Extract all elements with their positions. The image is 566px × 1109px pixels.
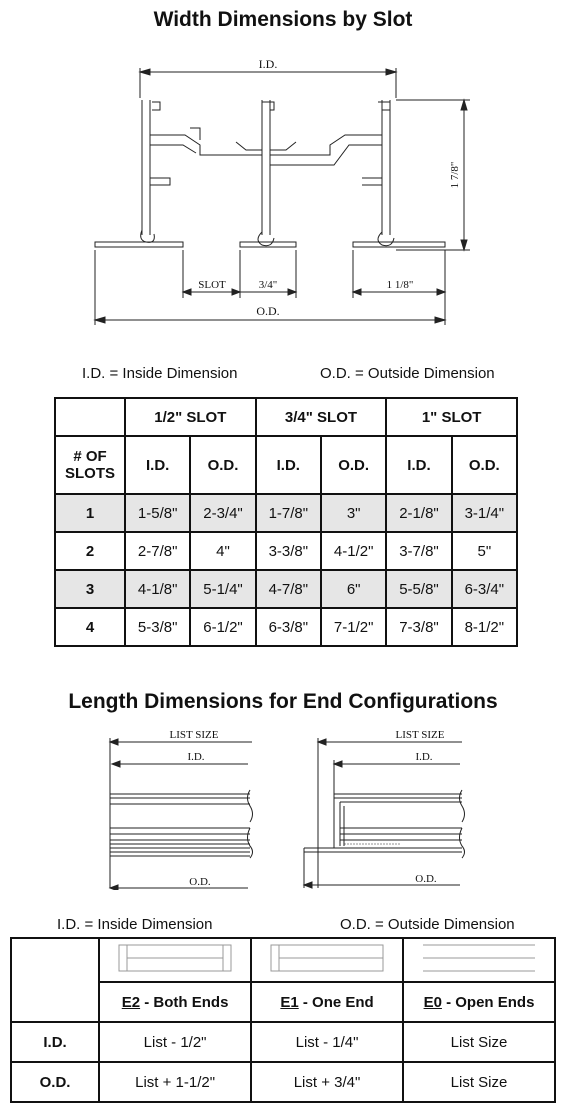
id-label: I.D. (187, 751, 205, 763)
length-section-title: Length Dimensions for End Configurations (68, 690, 498, 713)
od-label: O.D. (189, 876, 211, 888)
slots-cell: 4 (55, 608, 125, 646)
value-cell: 2-1/8" (386, 494, 451, 532)
value-cell: 5" (452, 532, 517, 570)
config-code: E1 (280, 993, 299, 1011)
table-row (55, 608, 517, 646)
value-cell: List + 1-1/2" (99, 1062, 251, 1102)
table-row (11, 1022, 555, 1062)
od-label: O.D. (415, 873, 437, 885)
value-cell: 1-7/8" (256, 494, 321, 532)
slot-profile-diagram (0, 50, 566, 330)
row-label: I.D. (11, 1022, 99, 1062)
sub-header-od: O.D. (190, 436, 255, 494)
config-code: E2 (121, 993, 141, 1011)
width-dimensions-table (54, 397, 518, 647)
config-header-e1 (251, 982, 403, 1022)
list-size-label: LIST SIZE (395, 729, 445, 741)
sub-header-id: I.D. (386, 436, 451, 494)
table-corner (55, 398, 125, 436)
config-header-e0 (403, 982, 555, 1022)
value-cell: 8-1/2" (452, 608, 517, 646)
value-cell: 7-1/2" (321, 608, 386, 646)
value-cell: 5-3/8" (125, 608, 190, 646)
legend-outside-dimension: O.D. = Outside Dimension (340, 916, 515, 933)
value-cell: 4-1/2" (321, 532, 386, 570)
value-cell: 6-1/2" (190, 608, 255, 646)
sub-header-od: O.D. (452, 436, 517, 494)
width-section-title: Width Dimensions by Slot (153, 8, 413, 31)
value-cell: List Size (403, 1022, 555, 1062)
value-cell: 6-3/8" (256, 608, 321, 646)
one-end-icon (267, 941, 387, 975)
config-name: - One End (298, 993, 374, 1011)
row-header-label: # OF SLOTS (55, 436, 125, 494)
value-cell: 6" (321, 570, 386, 608)
list-size-label: LIST SIZE (169, 729, 219, 741)
table-row (55, 570, 517, 608)
value-cell: 5-1/4" (190, 570, 255, 608)
config-name: - Both Ends (140, 993, 229, 1011)
id-label: I.D. (415, 751, 433, 763)
value-cell: List - 1/2" (99, 1022, 251, 1062)
value-cell: 4-7/8" (256, 570, 321, 608)
value-cell: 6-3/4" (452, 570, 517, 608)
table-corner (11, 938, 99, 1022)
value-cell: 3-7/8" (386, 532, 451, 570)
value-cell: List - 1/4" (251, 1022, 403, 1062)
config-icon-e0 (403, 938, 555, 982)
legend-inside-dimension: I.D. = Inside Dimension (57, 916, 213, 933)
diagram-id-label: I.D. (258, 57, 278, 71)
config-code: E0 (423, 993, 442, 1011)
open-ends-icon (419, 941, 539, 975)
slots-cell: 1 (55, 494, 125, 532)
value-cell: 1-5/8" (125, 494, 190, 532)
slots-cell: 3 (55, 570, 125, 608)
legend-inside-dimension: I.D. = Inside Dimension (82, 365, 238, 382)
value-cell: 2-3/4" (190, 494, 255, 532)
value-cell: 4" (190, 532, 255, 570)
group-header: 3/4" SLOT (256, 398, 387, 436)
length-dimensions-table (10, 937, 556, 1103)
diagram-slot-label: SLOT (198, 279, 226, 291)
group-header: 1" SLOT (386, 398, 517, 436)
value-cell: 4-1/8" (125, 570, 190, 608)
diagram-three-quarter-label: 3/4" (258, 279, 278, 291)
legend-outside-dimension: O.D. = Outside Dimension (320, 365, 495, 382)
table-row (11, 1062, 555, 1102)
both-ends-icon (115, 941, 235, 975)
sub-header-od: O.D. (321, 436, 386, 494)
table-row (55, 494, 517, 532)
row-label: O.D. (11, 1062, 99, 1102)
value-cell: 3" (321, 494, 386, 532)
table-row (55, 532, 517, 570)
value-cell: 3-1/4" (452, 494, 517, 532)
config-header-e2 (99, 982, 251, 1022)
group-header: 1/2" SLOT (125, 398, 256, 436)
value-cell: 3-3/8" (256, 532, 321, 570)
sub-header-id: I.D. (256, 436, 321, 494)
diagram-one-eighth-label: 1 1/8" (386, 279, 414, 291)
value-cell: List Size (403, 1062, 555, 1102)
sub-header-id: I.D. (125, 436, 190, 494)
config-icon-e1 (251, 938, 403, 982)
config-icon-e2 (99, 938, 251, 982)
slots-cell: 2 (55, 532, 125, 570)
diagram-height-label: 1 7/8" (449, 161, 461, 189)
config-name: - Open Ends (441, 993, 535, 1011)
end-config-diagram (0, 728, 566, 890)
diagram-od-label: O.D. (256, 304, 280, 318)
value-cell: List + 3/4" (251, 1062, 403, 1102)
value-cell: 2-7/8" (125, 532, 190, 570)
value-cell: 5-5/8" (386, 570, 451, 608)
value-cell: 7-3/8" (386, 608, 451, 646)
